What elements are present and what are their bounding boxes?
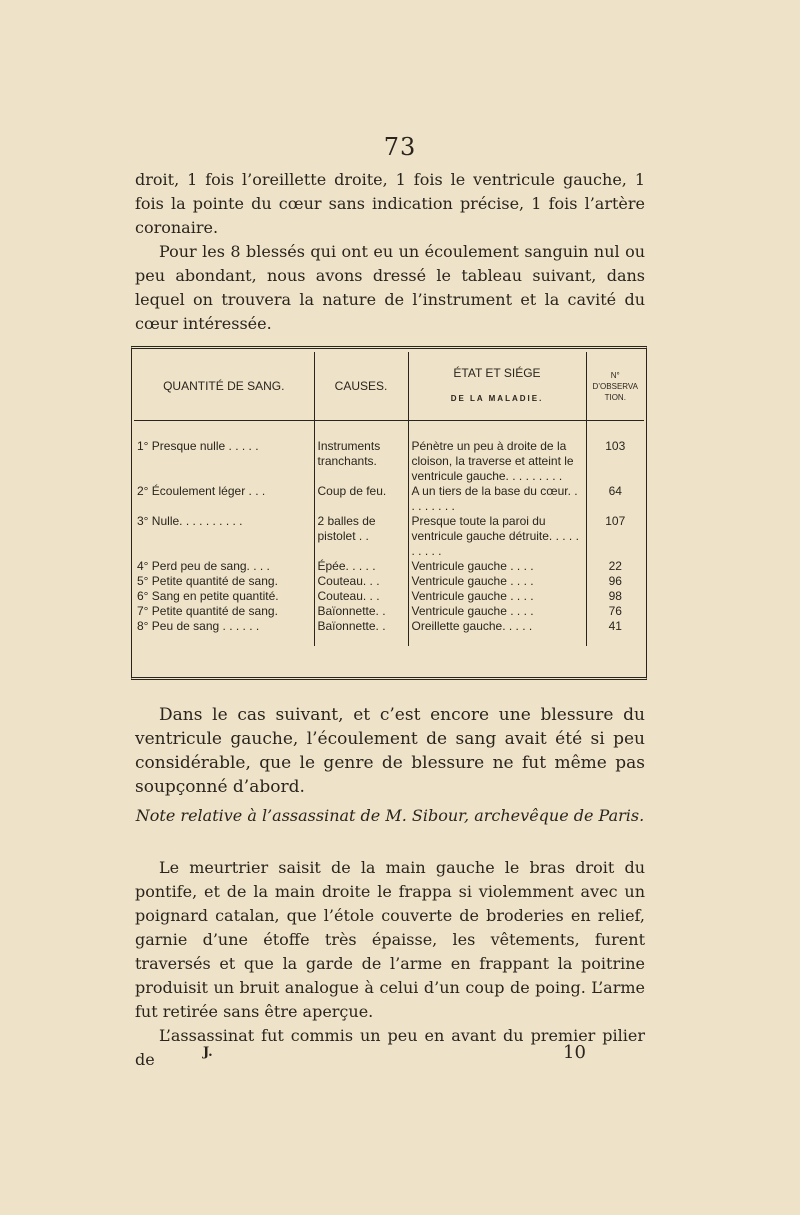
- table-row: [134, 574, 644, 589]
- cell-cause: Couteau. . .: [314, 589, 408, 604]
- cell-etat: Ventricule gauche . . . .: [408, 604, 586, 619]
- table-row: [134, 514, 644, 559]
- cell-cause: 2 balles de pistolet . .: [314, 514, 408, 559]
- intro-paragraph-1: droit, 1 fois l’oreillette droite, 1 fois le ventricule gauche, 1 fois la pointe du cœur sans indication précise, 1 fois l’artère coronaire.: [135, 170, 645, 237]
- table-row: [134, 589, 644, 604]
- signature-mark: J.: [203, 1045, 213, 1060]
- note-text: [135, 856, 645, 1072]
- note-paragraph-2: L’assassinat fut commis un peu en avant du premier pilier de: [135, 1026, 645, 1069]
- observations-table: [134, 352, 644, 646]
- header-obs-line3: TION.: [604, 392, 626, 402]
- page-number: 73: [383, 133, 417, 161]
- header-etat-line2: DE LA MALADIE.: [450, 394, 544, 403]
- header-observation: [586, 352, 644, 421]
- header-obs-line2: D’OBSERVA: [592, 381, 638, 391]
- sheet-number: 10: [563, 1042, 586, 1063]
- cell-quantite: 7° Petite quantité de sang.: [137, 604, 278, 618]
- cell-cause: Couteau. . .: [314, 574, 408, 589]
- cell-quantite: 1° Presque nulle . . . . .: [137, 439, 259, 453]
- table-header-row: [134, 352, 644, 421]
- cell-observation: 98: [586, 589, 644, 604]
- cell-observation: 22: [586, 559, 644, 574]
- intro-text: [135, 168, 645, 336]
- cell-quantite: 4° Perd peu de sang. . . .: [137, 559, 270, 573]
- cell-etat: Pénètre un peu à droite de la cloison, la traverse et atteint le ventricule gauche. . . . . . . . .: [408, 421, 586, 485]
- header-quantite: QUANTITÉ DE SANG.: [134, 352, 314, 421]
- cell-observation: 107: [586, 514, 644, 559]
- cell-cause: Baïonnette. .: [314, 604, 408, 619]
- table-row: [134, 484, 644, 514]
- cell-cause: Épée. . . . .: [314, 559, 408, 574]
- note-paragraph-1: Le meurtrier saisit de la main gauche le bras droit du pontife, et de la main droite le frappa si violemment avec un poignard catalan, que l’étole couverte de broderies en relief, garnie d’une étoffe très épaisse, les vêtements, furent traversés et que la garde de l’arme en frappant la poitrine produisit un bruit analogue à celui d’un coup de poing. L’arme fut retirée sans être aperçue.: [135, 858, 645, 1021]
- header-etat: [408, 352, 586, 421]
- cell-observation: 64: [586, 484, 644, 514]
- table-row: [134, 619, 644, 646]
- cell-quantite: 5° Petite quantité de sang.: [137, 574, 278, 588]
- after-paragraph: Dans le cas suivant, et c’est encore une blessure du ventricule gauche, l’écoulement de sang avait été si peu considérable, que le genre de blessure ne fut même pas soupçonné d’abord.: [135, 705, 645, 797]
- header-causes: CAUSES.: [314, 352, 408, 421]
- header-etat-line1: ÉTAT ET SIÉGE: [453, 366, 541, 380]
- table-row: [134, 559, 644, 574]
- cell-observation: 76: [586, 604, 644, 619]
- cell-cause: Baïonnette. .: [314, 619, 408, 646]
- intro-paragraph-2: Pour les 8 blessés qui ont eu un écoulement sanguin nul ou peu abondant, nous avons dressé le tableau suivant, dans lequel on trouvera la nature de l’instrument et la cavité du cœur intéressée.: [135, 242, 645, 333]
- cell-cause: Instruments tranchants.: [314, 421, 408, 485]
- cell-quantite: 2° Écoulement léger . . .: [137, 484, 266, 498]
- cell-quantite: 8° Peu de sang . . . . . .: [137, 619, 260, 633]
- cell-quantite: 3° Nulle. . . . . . . . . .: [137, 514, 243, 528]
- cell-etat: Oreillette gauche. . . . .: [408, 619, 586, 646]
- table-row: [134, 421, 644, 485]
- cell-quantite: 6° Sang en petite quantité.: [137, 589, 279, 603]
- cell-etat: Ventricule gauche . . . .: [408, 574, 586, 589]
- cell-cause: Coup de feu.: [314, 484, 408, 514]
- cell-observation: 96: [586, 574, 644, 589]
- header-obs-line1: N°: [610, 370, 620, 380]
- after-table-text: [135, 703, 645, 799]
- cell-etat: Presque toute la paroi du ventricule gauche détruite. . . . . . . . . .: [408, 514, 586, 559]
- table-row: [134, 604, 644, 619]
- cell-observation: 41: [586, 619, 644, 646]
- cell-etat: A un tiers de la base du cœur. . . . . . . . .: [408, 484, 586, 514]
- cell-etat: Ventricule gauche . . . .: [408, 589, 586, 604]
- cell-observation: 103: [586, 421, 644, 485]
- note-title: Note relative à l’assassinat de M. Sibour, archevêque de Paris.: [135, 806, 645, 825]
- cell-etat: Ventricule gauche . . . .: [408, 559, 586, 574]
